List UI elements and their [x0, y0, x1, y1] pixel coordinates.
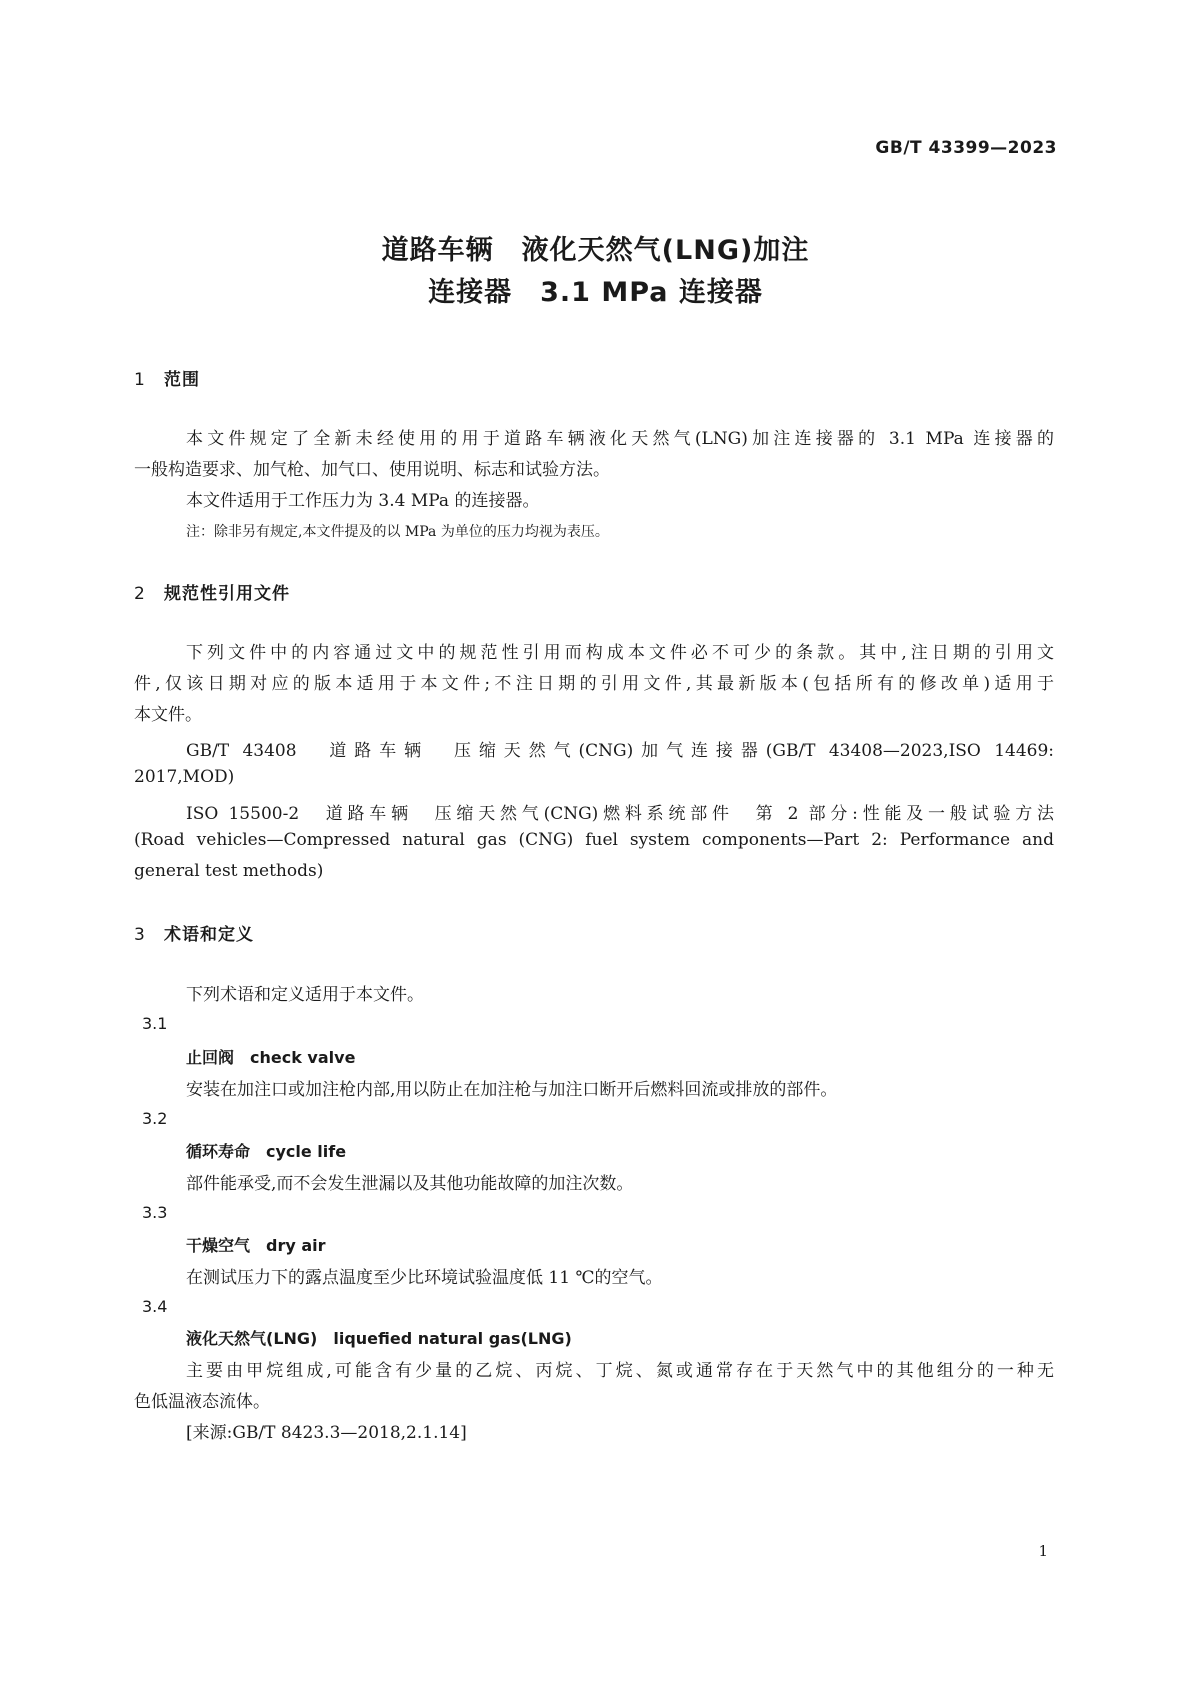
section-number: 1 — [134, 370, 146, 390]
section-title: 规范性引用文件 — [164, 584, 290, 604]
term-source: [来源:GB/T 8423.3—2018,2.1.14] — [186, 1423, 467, 1443]
term-number: 3.3 — [142, 1203, 168, 1222]
reference-iso-15500-line3: general test methods) — [134, 861, 324, 881]
scope-paragraph-line1: 本文件规定了全新未经使用的用于道路车辆液化天然气(LNG)加注连接器的 3.1 MPa 连接器的 — [186, 429, 1054, 449]
term-definition: 安装在加注口或加注枪内部,用以防止在加注枪与加注口断开后燃料回流或排放的部件。 — [186, 1080, 838, 1100]
term-number: 3.1 — [142, 1014, 168, 1033]
term-heading: 干燥空气 dry air — [186, 1236, 326, 1255]
term-heading: 循环寿命 cycle life — [186, 1142, 347, 1161]
term-definition-line1: 主要由甲烷组成,可能含有少量的乙烷、丙烷、丁烷、氮或通常存在于天然气中的其他组分的一种无 — [186, 1361, 1054, 1381]
references-paragraph-line2: 件,仅该日期对应的版本适用于本文件;不注日期的引用文件,其最新版本(包括所有的修改单)适用于 — [134, 674, 1054, 694]
section-1-heading — [134, 365, 200, 390]
reference-iso-15500-line1: ISO 15500-2 道路车辆 压缩天然气(CNG)燃料系统部件 第 2 部分:性能及一般试验方法 — [186, 804, 1054, 824]
reference-iso-15500-line2: (Road vehicles—Compressed natural gas (CNG) fuel system components—Part 2: Performance and — [134, 830, 1054, 850]
section-3-heading — [134, 920, 254, 945]
scope-applicability: 本文件适用于工作压力为 3.4 MPa 的连接器。 — [186, 491, 540, 511]
terms-intro: 下列术语和定义适用于本文件。 — [186, 985, 424, 1005]
section-number: 3 — [134, 925, 146, 945]
scope-paragraph-line2: 一般构造要求、加气枪、加气口、使用说明、标志和试验方法。 — [134, 460, 610, 480]
scope-note: 注：除非另有规定,本文件提及的以 MPa 为单位的压力均视为表压。 — [186, 524, 609, 540]
standard-code: GB/T 43399—2023 — [875, 138, 1057, 158]
reference-gbt-43408-line2: 2017,MOD) — [134, 767, 235, 787]
page-number: 1 — [1038, 1542, 1048, 1560]
term-definition: 部件能承受,而不会发生泄漏以及其他功能故障的加注次数。 — [186, 1174, 634, 1194]
term-definition: 在测试压力下的露点温度至少比环境试验温度低 11 ℃的空气。 — [186, 1268, 663, 1288]
term-heading: 液化天然气(LNG) liquefied natural gas(LNG) — [186, 1329, 572, 1348]
section-2-heading — [134, 579, 290, 604]
section-title: 范围 — [164, 370, 200, 390]
section-title: 术语和定义 — [164, 925, 254, 945]
reference-gbt-43408-line1: GB/T 43408 道路车辆 压缩天然气(CNG)加气连接器(GB/T 43408—2023,ISO 14469: — [186, 741, 1054, 761]
references-paragraph-line3: 本文件。 — [134, 705, 202, 725]
term-heading: 止回阀 check valve — [186, 1048, 356, 1067]
term-definition-line2: 色低温液态流体。 — [134, 1392, 270, 1412]
document-title-line2: 连接器 3.1 MPa 连接器 — [428, 277, 763, 308]
term-number: 3.4 — [142, 1297, 168, 1316]
term-number: 3.2 — [142, 1109, 168, 1128]
document-title-line1: 道路车辆 液化天然气(LNG)加注 — [381, 235, 810, 266]
section-number: 2 — [134, 584, 146, 604]
references-paragraph-line1: 下列文件中的内容通过文中的规范性引用而构成本文件必不可少的条款。其中,注日期的引用文 — [186, 643, 1054, 663]
